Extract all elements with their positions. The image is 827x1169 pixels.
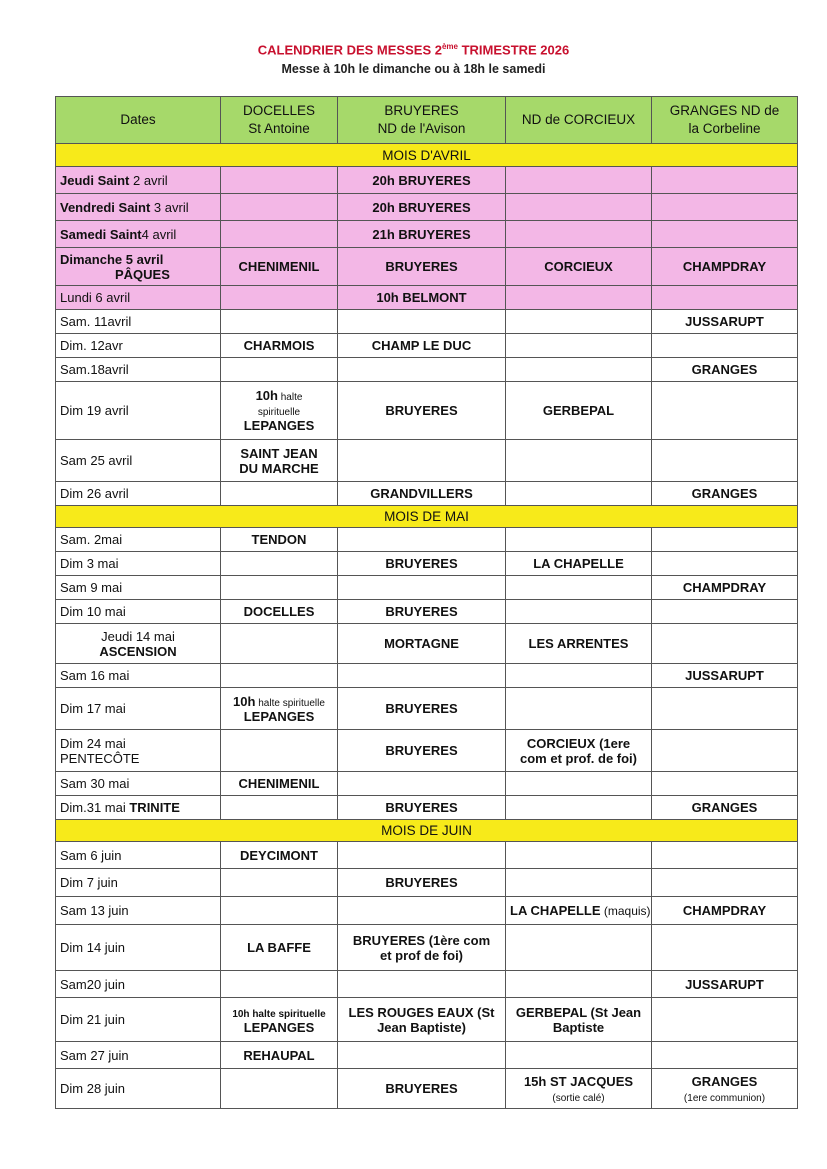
bruyeres-cell: BRUYERES [338, 688, 506, 730]
month-row-juin [56, 820, 798, 842]
corcieux-cell: 15h ST JACQUES (sortie calé) [506, 1069, 652, 1109]
date-cell: Sam 13 juin [56, 897, 221, 925]
docelles-cell: DEYCIMONT [221, 842, 338, 869]
bruyeres-cell: BRUYERES (1ère com et prof de foi) [338, 925, 506, 971]
docelles-cell: CHENIMENIL [221, 772, 338, 796]
corcieux-cell: LA CHAPELLE (maquis) [506, 897, 652, 925]
table-row [56, 772, 798, 796]
date-cell: Dim 19 avril [56, 382, 221, 440]
docelles-cell: REHAUPAL [221, 1042, 338, 1069]
table-row [56, 1042, 798, 1069]
bruyeres-cell: BRUYERES [338, 730, 506, 772]
date-cell: Sam 25 avril [56, 440, 221, 482]
table-row [56, 600, 798, 624]
date-cell: Dim 28 juin [56, 1069, 221, 1109]
bruyeres-cell: BRUYERES [338, 248, 506, 286]
docelles-cell: TENDON [221, 528, 338, 552]
date-cell: Sam 16 mai [56, 664, 221, 688]
table-row [56, 869, 798, 897]
mass-calendar-table [55, 96, 798, 1109]
bruyeres-cell: 10h BELMONT [338, 286, 506, 310]
table-row [56, 971, 798, 998]
date-cell: Dim.31 mai TRINITE [56, 796, 221, 820]
date-cell: Lundi 6 avril [56, 286, 221, 310]
table-row [56, 194, 798, 221]
granges-cell: JUSSARUPT [652, 664, 798, 688]
bruyeres-cell: LES ROUGES EAUX (St Jean Baptiste) [338, 998, 506, 1042]
table-row [56, 552, 798, 576]
table-row [56, 998, 798, 1042]
month-row-mai [56, 506, 798, 528]
date-cell: Vendredi Saint 3 avril [56, 194, 221, 221]
bruyeres-cell: BRUYERES [338, 1069, 506, 1109]
table-row [56, 576, 798, 600]
docelles-cell: CHARMOIS [221, 334, 338, 358]
docelles-cell: SAINT JEAN DU MARCHE [221, 440, 338, 482]
date-cell: Dimanche 5 avril PÂQUES [56, 248, 221, 286]
table-row [56, 167, 798, 194]
header-dates: Dates [56, 97, 221, 144]
date-cell: Sam 6 juin [56, 842, 221, 869]
table-row [56, 624, 798, 664]
corcieux-cell: CORCIEUX (1ere com et prof. de foi) [506, 730, 652, 772]
table-row [56, 842, 798, 869]
page-title: CALENDRIER DES MESSES 2ème TRIMESTRE 2026 [257, 42, 570, 58]
corcieux-cell: GERBEPAL (St Jean Baptiste [506, 998, 652, 1042]
corcieux-cell: LES ARRENTES [506, 624, 652, 664]
month-label: MOIS D'AVRIL [56, 144, 798, 167]
table-header-row [56, 97, 798, 144]
table-row [56, 286, 798, 310]
granges-cell: JUSSARUPT [652, 310, 798, 334]
granges-cell: CHAMPDRAY [652, 248, 798, 286]
date-cell: Dim 3 mai [56, 552, 221, 576]
granges-cell: CHAMPDRAY [652, 897, 798, 925]
table-row [56, 482, 798, 506]
table-row [56, 310, 798, 334]
bruyeres-cell: BRUYERES [338, 796, 506, 820]
corcieux-cell: LA CHAPELLE [506, 552, 652, 576]
docelles-cell: CHENIMENIL [221, 248, 338, 286]
date-cell: Dim 7 juin [56, 869, 221, 897]
header-docelles: DOCELLES St Antoine [221, 97, 338, 144]
corcieux-cell: GERBEPAL [506, 382, 652, 440]
table-row [56, 897, 798, 925]
header-granges: GRANGES ND de la Corbeline [652, 97, 798, 144]
table-row [56, 382, 798, 440]
bruyeres-cell: MORTAGNE [338, 624, 506, 664]
granges-cell: CHAMPDRAY [652, 576, 798, 600]
date-cell: Dim 10 mai [56, 600, 221, 624]
bruyeres-cell: 20h BRUYERES [338, 167, 506, 194]
granges-cell: GRANGES [652, 358, 798, 382]
docelles-cell: 10h halte spirituelle LEPANGES [221, 688, 338, 730]
table-row [56, 440, 798, 482]
table-row [56, 1069, 798, 1109]
header-bruyeres: BRUYERES ND de l'Avison [338, 97, 506, 144]
table-row [56, 248, 798, 286]
date-cell: Sam 27 juin [56, 1042, 221, 1069]
date-cell: Sam. 11avril [56, 310, 221, 334]
docelles-cell: LA BAFFE [221, 925, 338, 971]
date-cell: Dim 26 avril [56, 482, 221, 506]
docelles-cell: 10h halte spirituelle LEPANGES [221, 382, 338, 440]
bruyeres-cell: GRANDVILLERS [338, 482, 506, 506]
table-row [56, 796, 798, 820]
date-cell: Sam20 juin [56, 971, 221, 998]
date-cell: Samedi Saint4 avril [56, 221, 221, 248]
bruyeres-cell: BRUYERES [338, 382, 506, 440]
bruyeres-cell: BRUYERES [338, 869, 506, 897]
table-row [56, 664, 798, 688]
date-cell: Sam.18avril [56, 358, 221, 382]
bruyeres-cell: 21h BRUYERES [338, 221, 506, 248]
table-row [56, 334, 798, 358]
corcieux-cell: CORCIEUX [506, 248, 652, 286]
table-row [56, 528, 798, 552]
date-cell: Dim 17 mai [56, 688, 221, 730]
table-row [56, 358, 798, 382]
docelles-cell: DOCELLES [221, 600, 338, 624]
month-label: MOIS DE MAI [56, 506, 798, 528]
date-cell: Dim 24 mai PENTECÔTE [56, 730, 221, 772]
page-subtitle: Messe à 10h le dimanche ou à 18h le samedi [281, 62, 546, 76]
granges-cell: GRANGES [652, 482, 798, 506]
header-corcieux: ND de CORCIEUX [506, 97, 652, 144]
date-cell: Dim. 12avr [56, 334, 221, 358]
granges-cell: GRANGES [652, 796, 798, 820]
date-cell: Sam 9 mai [56, 576, 221, 600]
granges-cell: GRANGES (1ere communion) [652, 1069, 798, 1109]
table-row [56, 221, 798, 248]
month-label: MOIS DE JUIN [56, 820, 798, 842]
month-row-avril [56, 144, 798, 167]
table-row [56, 925, 798, 971]
bruyeres-cell: 20h BRUYERES [338, 194, 506, 221]
docelles-cell: 10h halte spirituelle LEPANGES [221, 998, 338, 1042]
date-cell: Jeudi Saint 2 avril [56, 167, 221, 194]
granges-cell: JUSSARUPT [652, 971, 798, 998]
date-cell: Sam 30 mai [56, 772, 221, 796]
date-cell: Dim 21 juin [56, 998, 221, 1042]
date-cell: Jeudi 14 mai ASCENSION [56, 624, 221, 664]
bruyeres-cell: BRUYERES [338, 600, 506, 624]
bruyeres-cell: CHAMP LE DUC [338, 334, 506, 358]
date-cell: Sam. 2mai [56, 528, 221, 552]
bruyeres-cell: BRUYERES [338, 552, 506, 576]
table-row [56, 688, 798, 730]
table-row [56, 730, 798, 772]
date-cell: Dim 14 juin [56, 925, 221, 971]
